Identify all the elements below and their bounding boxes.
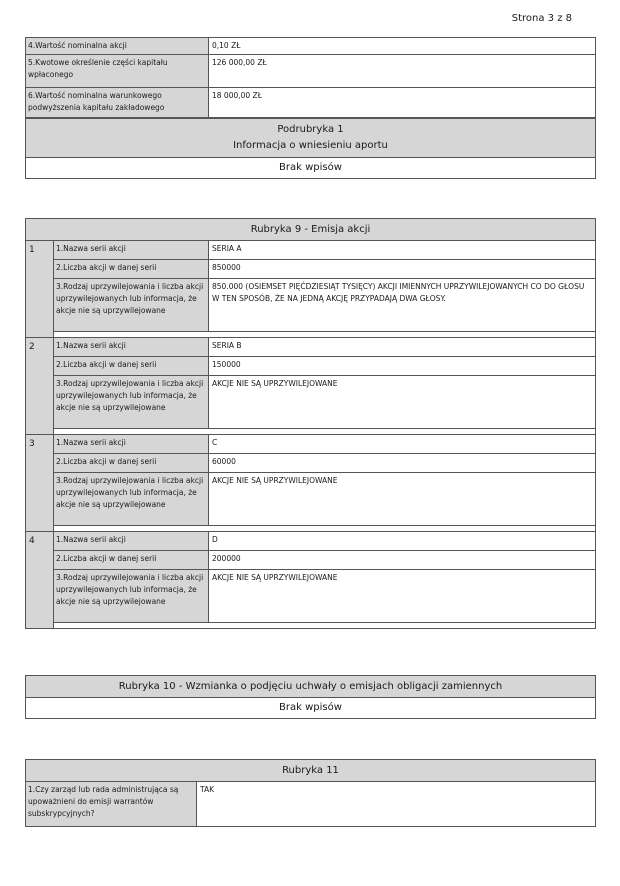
row-value: 850.000 (OSIEMSET PIĘĆDZIESIĄT TYSIĘCY) AKCJI IMIENNYCH UPRZYWILEJOWANYCH CO DO GŁOSU W TEN SPOSÓB, ŻE NA JEDNĄ AKCJĘ PRZYPADAJĄ DWA GŁOSY. (209, 279, 595, 331)
table-row (54, 376, 595, 429)
table-row (54, 551, 595, 570)
subsection-title: Podrubryka 1 (277, 124, 344, 135)
no-entries: Brak wpisów (279, 702, 342, 713)
capital-table (25, 37, 596, 179)
row-label: 3.Rodzaj uprzywilejowania i liczba akcji uprzywilejowanych lub informacja, że akcje nie są uprzywilejowane (54, 473, 209, 525)
row-value: 126 000,00 ZŁ (209, 55, 595, 87)
row-value: AKCJE NIE SĄ UPRZYWILEJOWANE (209, 473, 595, 525)
row-value: AKCJE NIE SĄ UPRZYWILEJOWANE (209, 570, 595, 622)
row-value: C (209, 435, 595, 453)
row-label: 3.Rodzaj uprzywilejowania i liczba akcji uprzywilejowanych lub informacja, że akcje nie są uprzywilejowane (54, 376, 209, 428)
row-label: 4.Wartość nominalna akcji (26, 38, 209, 54)
group-spacer (54, 429, 595, 434)
subsection-header (26, 118, 595, 158)
row-label: 2.Liczba akcji w danej serii (54, 260, 209, 278)
table-row (54, 357, 595, 376)
share-series-group (26, 241, 595, 338)
row-value: TAK (197, 782, 595, 826)
row-value: SERIA A (209, 241, 595, 259)
share-series-group (26, 338, 595, 435)
table-row (54, 473, 595, 526)
row-label: 1.Czy zarząd lub rada administrująca są upoważnieni do emisji warrantów subskrypcyjnych? (26, 782, 197, 826)
row-value: 60000 (209, 454, 595, 472)
series-number: 4 (26, 532, 54, 628)
no-entries: Brak wpisów (279, 162, 342, 173)
series-number: 2 (26, 338, 54, 434)
row-label: 2.Liczba akcji w danej serii (54, 357, 209, 375)
group-spacer (54, 526, 595, 531)
page-number: Strona 3 z 8 (511, 13, 572, 24)
table-row (54, 279, 595, 332)
row-label: 1.Nazwa serii akcji (54, 532, 209, 550)
table-row (54, 532, 595, 551)
row-label: 3.Rodzaj uprzywilejowania i liczba akcji uprzywilejowanych lub informacja, że akcje nie są uprzywilejowane (54, 279, 209, 331)
group-spacer (54, 332, 595, 337)
row-value: 150000 (209, 357, 595, 375)
series-number: 3 (26, 435, 54, 531)
group-spacer (54, 623, 595, 628)
share-series-group (26, 435, 595, 532)
row-value: SERIA B (209, 338, 595, 356)
row-value: D (209, 532, 595, 550)
table-row (54, 454, 595, 473)
bond-resolution-table (25, 675, 596, 719)
row-value: AKCJE NIE SĄ UPRZYWILEJOWANE (209, 376, 595, 428)
row-label: 2.Liczba akcji w danej serii (54, 551, 209, 569)
series-number: 1 (26, 241, 54, 337)
table-row (54, 435, 595, 454)
table-row (54, 570, 595, 623)
row-value: 850000 (209, 260, 595, 278)
row-label: 1.Nazwa serii akcji (54, 435, 209, 453)
share-issue-table (25, 218, 596, 629)
table-row (26, 38, 595, 55)
section-title: Rubryka 11 (26, 760, 595, 782)
table-row (26, 55, 595, 88)
table-row (26, 88, 595, 118)
warrants-table (25, 759, 596, 827)
section-title: Rubryka 10 - Wzmianka o podjęciu uchwały o emisjach obligacji zamiennych (26, 676, 595, 698)
table-row (54, 260, 595, 279)
row-label: 1.Nazwa serii akcji (54, 338, 209, 356)
row-value: 18 000,00 ZŁ (209, 88, 595, 117)
row-label: 3.Rodzaj uprzywilejowania i liczba akcji uprzywilejowanych lub informacja, że akcje nie są uprzywilejowane (54, 570, 209, 622)
row-label: 6.Wartość nominalna warunkowego podwyższenia kapitału zakładowego (26, 88, 209, 117)
share-series-group (26, 532, 595, 628)
table-row (26, 782, 595, 826)
row-value: 0,10 ZŁ (209, 38, 595, 54)
section-title: Rubryka 9 - Emisja akcji (26, 219, 595, 241)
row-label: 1.Nazwa serii akcji (54, 241, 209, 259)
row-label: 2.Liczba akcji w danej serii (54, 454, 209, 472)
table-row (54, 338, 595, 357)
row-label: 5.Kwotowe określenie części kapitału wpłaconego (26, 55, 209, 87)
row-value: 200000 (209, 551, 595, 569)
table-row (54, 241, 595, 260)
subsection-subtitle: Informacja o wniesieniu aportu (233, 140, 388, 151)
